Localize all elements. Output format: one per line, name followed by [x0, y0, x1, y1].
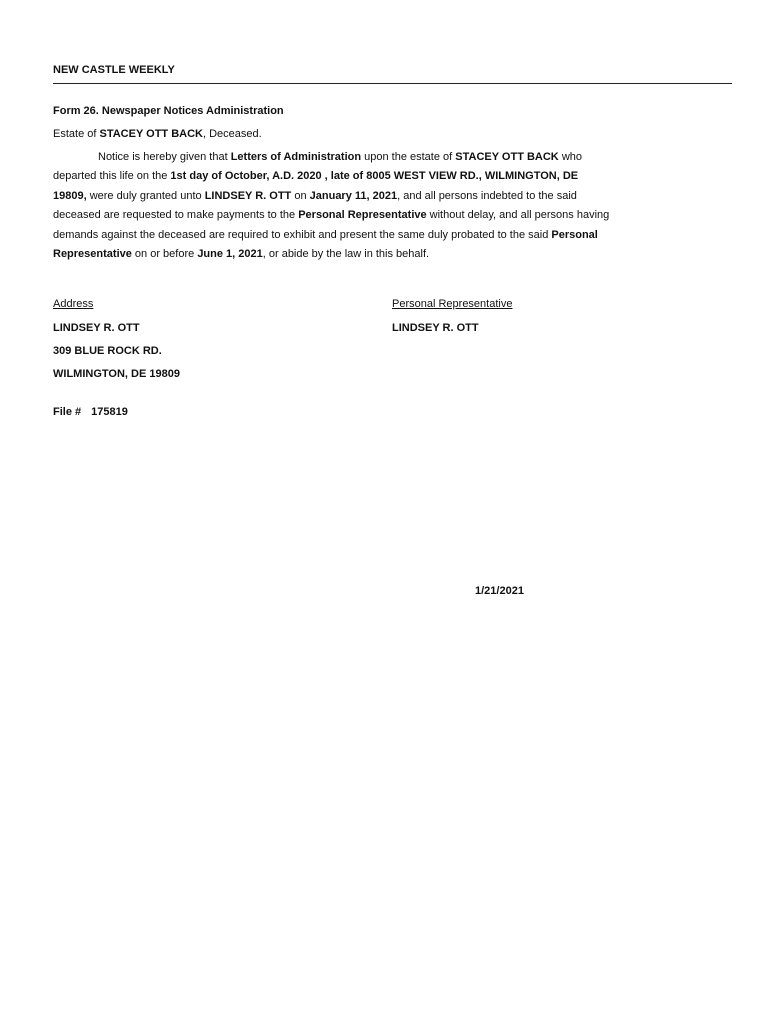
notice-text: on [291, 190, 310, 202]
publication-date: 1/21/2021 [475, 585, 524, 597]
file-number-line [53, 406, 128, 418]
notice-line-5 [53, 229, 598, 241]
publication-name: NEW CASTLE WEEKLY [53, 64, 175, 76]
notice-grant-date: January 11, 2021 [309, 190, 398, 202]
notice-text: , or abide by the law in this behalf. [262, 248, 430, 260]
estate-prefix: Estate of [53, 128, 100, 140]
notice-death-date-residence: 1st day of October, A.D. 2020 , late of 8005 WEST VIEW RD., WILMINGTON, DE [170, 170, 579, 182]
notice-decedent-name: STACEY OTT BACK [455, 151, 559, 163]
notice-text: on or before [131, 248, 198, 260]
notice-zip: 19809, [53, 190, 87, 202]
notice-letters-of-administration: Letters of Administration [230, 151, 362, 163]
header-divider [53, 83, 732, 84]
notice-representative: Representative [53, 248, 132, 260]
notice-text: without delay, and all persons having [426, 209, 610, 221]
notice-text: Notice is hereby given that [98, 151, 231, 163]
notice-text: , and all persons indebted to the said [397, 190, 577, 202]
notice-line-1 [98, 151, 582, 163]
decedent-name: STACEY OTT BACK [99, 128, 203, 140]
estate-suffix: , Deceased. [202, 128, 262, 140]
notice-text: demands against the deceased are required to exhibit and present the same duly probated to the said [53, 229, 552, 241]
notice-text: upon the estate of [361, 151, 456, 163]
address-heading: Address [53, 298, 94, 310]
estate-line [53, 128, 262, 140]
notice-line-2 [53, 170, 578, 182]
notice-text: who [558, 151, 583, 163]
notice-personal: Personal [551, 229, 598, 241]
notice-text: departed this life on the [53, 170, 171, 182]
file-number: 175819 [91, 406, 128, 418]
address-name: LINDSEY R. OTT [53, 322, 140, 334]
notice-line-6 [53, 248, 429, 260]
file-label: File # [53, 406, 82, 418]
notice-text: were duly granted unto [86, 190, 205, 202]
address-city: WILMINGTON, DE 19809 [53, 368, 180, 380]
notice-text: deceased are requested to make payments to the [53, 209, 299, 221]
form-title: Form 26. Newspaper Notices Administration [53, 105, 284, 117]
notice-deadline-date: June 1, 2021 [197, 248, 263, 260]
representative-name: LINDSEY R. OTT [392, 322, 479, 334]
notice-personal-representative: Personal Representative [298, 209, 427, 221]
notice-line-3 [53, 190, 577, 202]
notice-administrator-name: LINDSEY R. OTT [204, 190, 292, 202]
address-street: 309 BLUE ROCK RD. [53, 345, 162, 357]
notice-line-4 [53, 209, 609, 221]
personal-representative-heading: Personal Representative [392, 298, 513, 310]
